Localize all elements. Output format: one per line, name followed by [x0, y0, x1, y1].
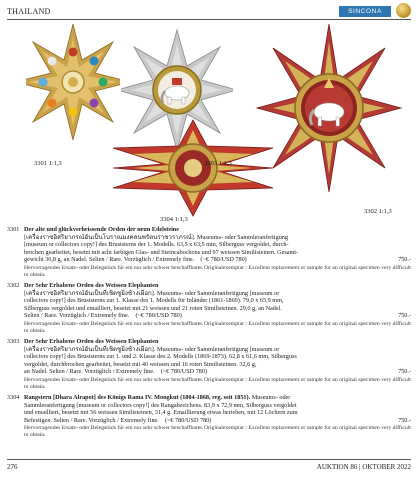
- lot-price: 750.-: [398, 256, 411, 264]
- lot-note: Hervorragendes Ersatz- oder Belegstück für ein nur sehr schwer beschaffbares Originalexemplar / Excellent replacement or sample for an original specimen very difficult to obtain.: [24, 425, 411, 439]
- lot-line-last: [24, 368, 411, 376]
- lot-price: 750.-: [398, 312, 411, 320]
- lot-line: collectors copy!] des Bruststerns zur 1. und 2. Klasse des 2. Modells (1869-1873). 62,8 x 61,6 mm, Silberguss: [24, 353, 297, 361]
- caption-3302: 3302 1:1,3: [364, 208, 392, 215]
- lot-note: Hervorragendes Ersatz- oder Belegstück für ein nur sehr schwer beschaffbares Originalexemplar / Excellent replacement or sample for an original specimen very difficult to obtain.: [24, 264, 411, 278]
- lot-entry: [7, 226, 411, 279]
- lot-entry: [7, 338, 411, 391]
- lot-line-text: gewicht 36,8 g, an Nadel. Selten / Rare. Vorzüglich / Extremely fine.: [24, 256, 195, 264]
- lot-title: Der alte und glückverheissende Orden der neun Edelsteine: [24, 226, 179, 233]
- lot-title-line: [24, 394, 385, 402]
- lot-body: [24, 226, 411, 264]
- lot-note: Hervorragendes Ersatz- oder Belegstück für ein nur sehr schwer beschaffbares Originalexemplar / Excellent replacement or sample for an original specimen very difficult to obtain.: [24, 376, 411, 390]
- caption-3301: 3301 1:1,3: [34, 160, 62, 167]
- lot-line-text: an Nadel. Selten / Rare. Vorzüglich / Extremely fine.: [24, 368, 155, 376]
- caption-3303: 3303 1:1,3: [204, 160, 232, 167]
- lot-title: Der Sehr Erhabene Orden des Weissen Elephanten: [24, 337, 159, 345]
- page-number: 276: [7, 463, 18, 471]
- lot-line-text: Befestigen. Selten / Rare. Vorzüglich / Extremely fine.: [24, 416, 159, 424]
- lot-line: [เครื่องราชอิสริยาภรณ์อันเป็นโบราณมงคลนพรัตนราชวราภรณ์]. Museums- oder Sammleranfertigung: [24, 233, 288, 241]
- lot-line: [museum or collectors copy!] des Bruststerns der 1. Modells. 63,5 x 63,5 mm, Silberguss vergoldet, durch-: [24, 241, 289, 249]
- lot-line: collectors copy!] des Bruststerns zur 1. Klasse des 1. Modells für Inländer (1861-1869). 79,0 x 65,9 mm,: [24, 297, 284, 305]
- lot-entry: [7, 282, 411, 335]
- page-footer: [7, 459, 411, 473]
- lot-line: und emailliert, besetzt mit 56 weissen Similisteinen, 31,4 g. Emaillierung etwas berieben, mit 12 Löchern zum: [24, 409, 298, 417]
- lot-body: [24, 338, 411, 376]
- lot-number: 3302: [7, 281, 20, 289]
- footer-rule: [7, 459, 411, 460]
- auction-label: AUKTION 86 | OKTOBER 2022: [316, 463, 411, 471]
- section-title: THAILAND: [7, 7, 51, 16]
- brand-tab: SINCONA: [339, 6, 391, 17]
- lot-entry: [7, 394, 411, 439]
- lot-title: Der Sehr Erhabene Orden des Weissen Elephanten: [24, 281, 159, 289]
- lot-number: 3304: [7, 393, 20, 401]
- caption-3304: 3304 1:1,3: [160, 216, 188, 223]
- photo-area: [0, 20, 418, 225]
- lot-price: 750.-: [398, 368, 411, 376]
- lot-title-tail: Museums- oder: [250, 393, 291, 401]
- lot-line: Sammleranfertigung [museum or collectors copy!] des Rangabzeichens. 83,9 x 72,9 mm, Silberguss vergoldet: [24, 401, 297, 409]
- lot-line-last: [24, 416, 411, 425]
- lot-number: 3301: [7, 226, 20, 233]
- lot-title: Rangstern [Dhara Alrapot] des Königs Rama IV. Mongkut (1804-1868, reg. seit 1851).: [24, 393, 251, 401]
- lot-body: [24, 394, 411, 424]
- price-estimate: (~€ 780/USD 780): [165, 416, 212, 424]
- rank-star-3304-image: [104, 118, 282, 218]
- price-estimate: (~€ 780/USD 780): [200, 256, 247, 264]
- lot-body: [24, 282, 411, 320]
- page-header: [7, 5, 411, 19]
- lot-line: brochen gearbeitet, besetzt mit acht farbigen Glas- und Steincabochons und 97 weissen Similisteinen. Gesamt-: [24, 248, 299, 256]
- lot-note: Hervorragendes Ersatz- oder Belegstück für ein nur sehr schwer beschaffbares Originalexemplar / Excellent replacement or sample for an original specimen very difficult to obtain.: [24, 320, 411, 334]
- lot-list: [7, 226, 411, 439]
- lot-line-last: [24, 312, 411, 320]
- lot-number: 3303: [7, 337, 20, 345]
- coin-logo-icon: [396, 3, 411, 18]
- lot-line: Silberguss vergoldet und emailliert, besetzt mit 21 weissen und 21 roten Similisteinen. 29,0 g, an Nadel.: [24, 304, 282, 312]
- price-estimate: (~€ 780/USD 780): [160, 368, 208, 376]
- lot-line: [เครื่องราชอิสริยาภรณ์อันเป็นที่เชิดชูยิ่งช้างเผือก]. Museums- oder Sammleranfertigung [museum or: [24, 289, 280, 297]
- lot-line: [เครื่องราชอิสริยาภรณ์อันเป็นที่เชิดชูยิ่งช้างเผือก]. Museums- oder Sammleranfertigung [museum or: [24, 345, 280, 353]
- price-estimate: (~€ 780/USD 780): [135, 312, 182, 320]
- lot-line-last: [24, 256, 411, 264]
- lot-line: vergoldet, durchbrochen gearbeitet, besetzt mit 40 weissen und 16 roten Similisteinen. 32,6 g,: [24, 360, 257, 368]
- lot-line-text: Selten / Rare. Vorzüglich / Extremely fine.: [24, 312, 130, 320]
- lot-price: 750.-: [398, 416, 411, 424]
